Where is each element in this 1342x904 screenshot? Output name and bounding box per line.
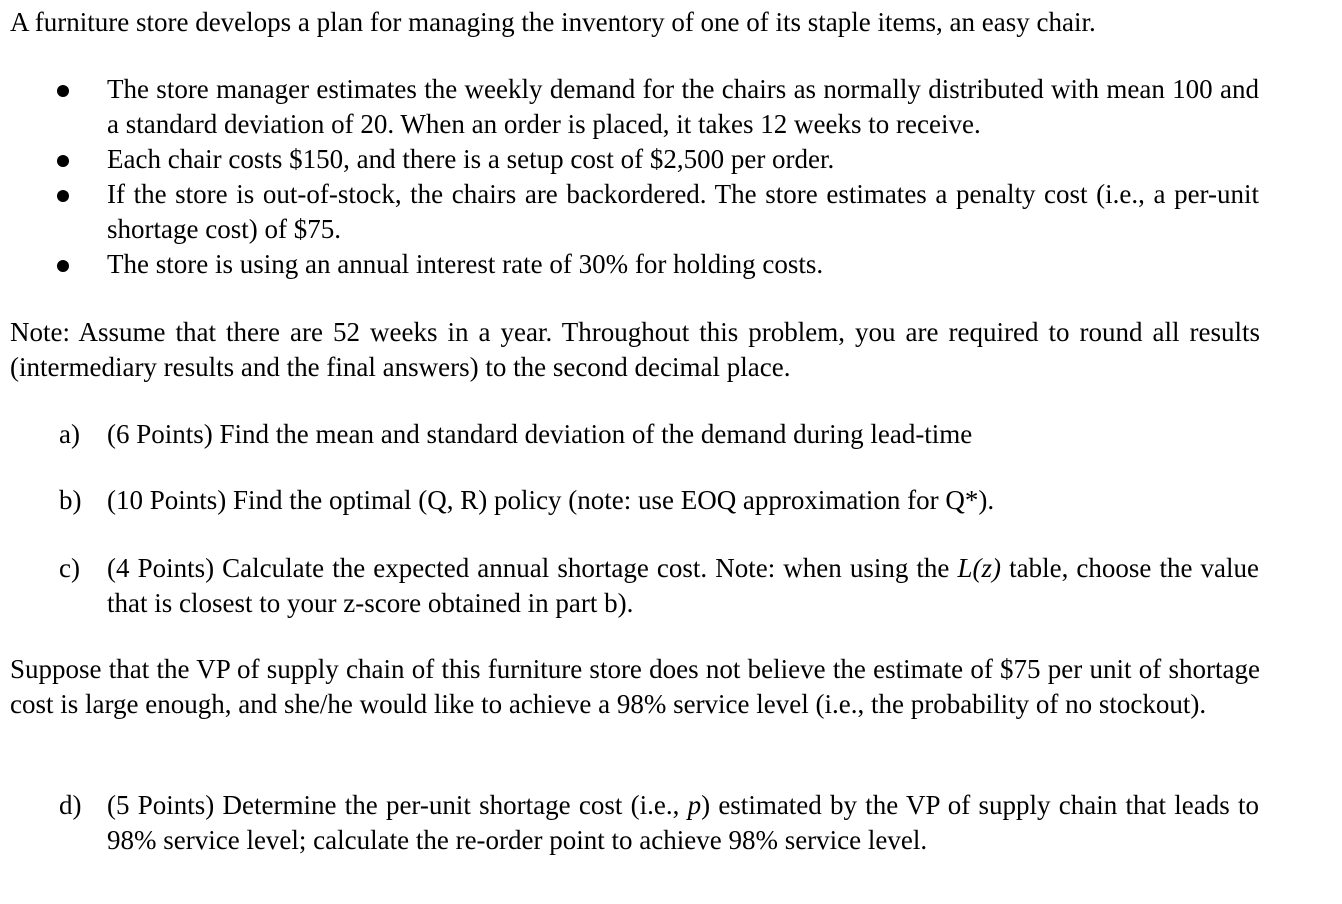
assumption-item-cost: [0, 142, 1259, 177]
question-text: (6 Points) Find the mean and standard deviation of the demand during lead-time: [107, 419, 973, 449]
assumption-item-backorder: [0, 177, 1259, 247]
scenario-paragraph: Suppose that the VP of supply chain of this furniture store does not believe the estimate of $75 per unit of shortage cost is large enough, and she/he would like to achieve a 98% service level (i.e., the probability of no stockout).: [10, 654, 1260, 719]
assumption-text: Each chair costs $150, and there is a setup cost of $2,500 per order.: [107, 144, 835, 174]
assumption-item-demand: [0, 72, 1259, 142]
assumption-item-interest: [0, 247, 1259, 282]
question-label: c): [59, 553, 80, 583]
question-text-before: (4 Points) Calculate the expected annual shortage cost. Note: when using the: [107, 553, 958, 583]
assumption-text: The store is using an annual interest rate of 30% for holding costs.: [107, 249, 824, 279]
bullet-icon: [57, 85, 69, 97]
bullet-icon: [57, 190, 69, 202]
assumption-text: If the store is out-of-stock, the chairs are backordered. The store estimates a penalty cost (i.e., a per-unit shortage cost) of $75.: [107, 179, 1259, 244]
math-expression-lz: L(z): [957, 553, 1002, 583]
assumption-text: The store manager estimates the weekly demand for the chairs as normally distributed with mean 100 and a standard deviation of 20. When an order is placed, it takes 12 weeks to receive.: [107, 74, 1259, 139]
note-paragraph: Note: Assume that there are 52 weeks in a year. Throughout this problem, you are required to round all results (intermediary results and the final answers) to the second decimal place.: [10, 317, 1260, 382]
question-label: d): [59, 790, 82, 820]
question-label: a): [59, 419, 80, 449]
bullet-icon: [57, 155, 69, 167]
question-text-after: ) estimated by the VP of supply chain that leads to 98% service level; calculate the re-order point to achieve 98% service level.: [107, 790, 1259, 855]
question-text: (10 Points) Find the optimal (Q, R) policy (note: use EOQ approximation for Q*).: [107, 485, 995, 515]
question-text-before: (5 Points) Determine the per-unit shortage cost (i.e.,: [107, 790, 688, 820]
intro-paragraph: A furniture store develops a plan for managing the inventory of one of its staple items, an easy chair.: [10, 7, 1096, 37]
question-text: [107, 788, 1259, 858]
math-variable-p: p: [687, 790, 702, 820]
question-text: [107, 551, 1259, 621]
assumption-list: [0, 72, 1342, 282]
question-text-after: table, choose the value that is closest to your z-score obtained in part b).: [107, 553, 1259, 618]
bullet-icon: [57, 260, 69, 272]
question-label: b): [59, 485, 82, 515]
